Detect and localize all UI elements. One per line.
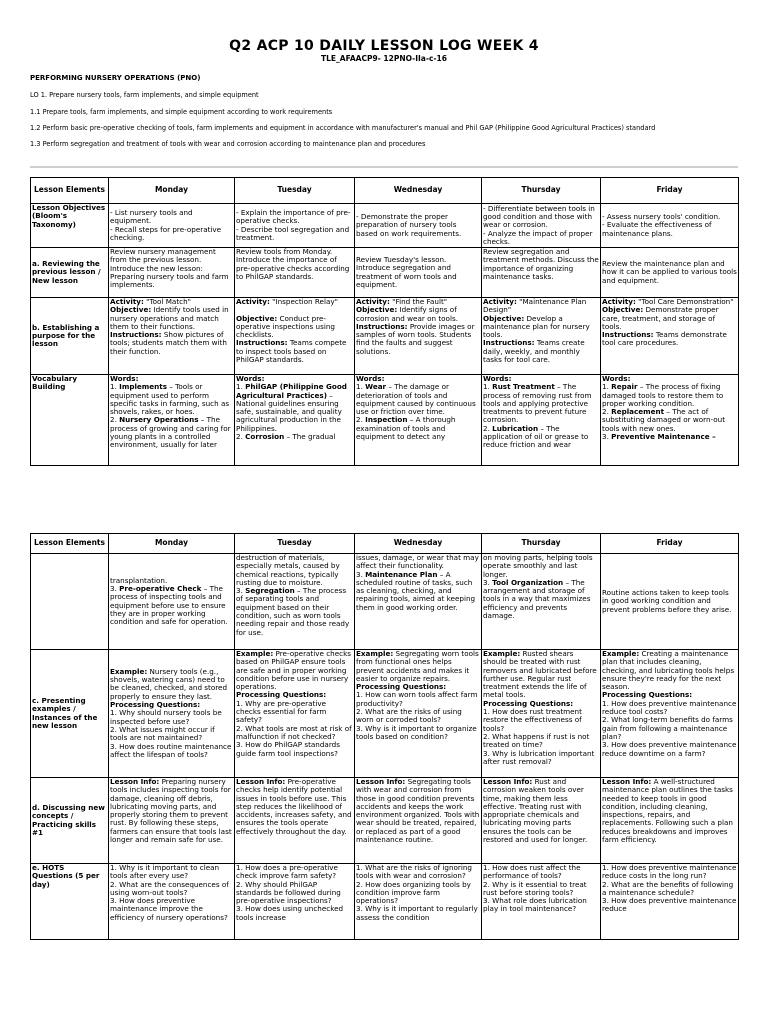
row-hots xyxy=(31,864,739,940)
learning-outcome-1-1: 1.1 Prepare tools, farm implements, and simple equipment according to work requirements xyxy=(30,108,333,116)
row-label: b. Establishing a purpose for the lesson xyxy=(31,298,109,375)
col-header-monday: Monday xyxy=(109,178,235,204)
row-label: d. Discussing new concepts / Practicing skills #1 xyxy=(31,778,109,864)
cell-objectives-tuesday: - Explain the importance of pre-operative checks. - Describe tool segregation and treatment. xyxy=(235,204,355,248)
col-header-thursday: Thursday xyxy=(482,178,601,204)
cell-vocabulary-monday: transplantation. 3. Pre-operative Check – The process of inspecting tools and equipment before use to ensure they are in proper working condition and safe for operation. xyxy=(109,554,235,650)
cell-hots-monday: 1. Why is it important to clean tools after every use? 2. What are the consequences of using worn-out tools? 3. How does preventive maintenance improve the efficiency of nursery operations? xyxy=(109,864,235,940)
cell-objectives-monday: - List nursery tools and equipment. - Recall steps for pre-operative checking. xyxy=(109,204,235,248)
cell-purpose-friday: Activity: "Tool Care Demonstration" Objective: Demonstrate proper care, treatment, and storage of tools. Instructions: Teams demonstrate tool care procedures. xyxy=(601,298,739,375)
cell-vocabulary-tuesday: destruction of materials, especially metals, caused by chemical reactions, typically rusting due to moisture. 3. Segregation – The process of separating tools and equipment based on their condition, such as worn tools needing repair and those ready for use. xyxy=(235,554,355,650)
cell-hots-friday: 1. How does preventive maintenance reduce costs in the long run? 2. What are the benefits of following a maintenance schedule? 3. How does preventive maintenance reduce xyxy=(601,864,739,940)
row-label xyxy=(31,554,109,650)
lesson-log-table-1 xyxy=(30,177,739,466)
col-header-elements: Lesson Elements xyxy=(31,178,109,204)
cell-vocabulary-monday: Words: 1. Implements – Tools or equipment used to perform specific tasks in farming, such as shovels, rakes, or hoes. 2. Nursery Operations – The process of growing and caring for young plants in a controlled environment, usually for later xyxy=(109,375,235,466)
row-vocabulary-continued xyxy=(31,554,739,650)
col-header-wednesday: Wednesday xyxy=(355,534,482,554)
subject-heading: PERFORMING NURSERY OPERATIONS (PNO) xyxy=(30,74,201,82)
cell-examples-wednesday: Example: Segregating worn tools from functional ones helps prevent accidents and makes it easier to organize repairs. Processing Questions: 1. How can worn tools affect farm productivity? 2. What are the risks of using worn or corroded tools? 3. Why is it important to organize tools based on condition? xyxy=(355,650,482,778)
cell-review-thursday: Review segregation and treatment methods. Discuss the importance of organizing maintenance tasks. xyxy=(482,248,601,298)
row-label: c. Presenting examples / Instances of the new lesson xyxy=(31,650,109,778)
cell-discussing-friday: Lesson Info: A well-structured maintenance plan outlines the tasks needed to keep tools in good condition, including cleaning, inspections, repairs, and replacements. Following such a plan reduces breakdowns and improves farm efficiency. xyxy=(601,778,739,864)
row-discussing xyxy=(31,778,739,864)
cell-vocabulary-thursday: Words: 1. Rust Treatment – The process of removing rust from tools and applying protective treatments to prevent future corrosion. 2. Lubrication – The application of oil or grease to reduce friction and wear xyxy=(482,375,601,466)
cell-purpose-thursday: Activity: "Maintenance Plan Design" Objective: Develop a maintenance plan for nursery tools. Instructions: Teams create daily, weekly, and monthly tasks for tool care. xyxy=(482,298,601,375)
row-label: e. HOTS Questions (5 per day) xyxy=(31,864,109,940)
divider xyxy=(30,166,738,168)
learning-outcome: LO 1. Prepare nursery tools, farm implements, and simple equipment xyxy=(30,91,259,99)
document-title: Q2 ACP 10 DAILY LESSON LOG WEEK 4 xyxy=(229,38,539,54)
cell-hots-tuesday: 1. How does a pre-operative check improve farm safety? 2. Why should PhilGAP standards be followed during pre-operative inspections? 3. How does using unchecked tools increase xyxy=(235,864,355,940)
cell-review-monday: Review nursery management from the previous lesson. Introduce the new lesson: Preparing nursery tools and farm implements. xyxy=(109,248,235,298)
cell-examples-monday: Example: Nursery tools (e.g., shovels, watering cans) need to be cleaned, checked, and stored properly to ensure they last. Processing Questions: 1. Why should nursery tools be inspected before use? 2. What issues might occur if tools are not maintained? 3. How does routine maintenance affect the lifespan of tools? xyxy=(109,650,235,778)
row-objectives xyxy=(31,204,739,248)
cell-discussing-tuesday: Lesson Info: Pre-operative checks help identify potential issues in tools before use. This step reduces the likelihood of accidents, increases safety, and ensures the tools operate effectively throughout the day. xyxy=(235,778,355,864)
col-header-elements: Lesson Elements xyxy=(31,534,109,554)
cell-purpose-wednesday: Activity: "Find the Fault" Objective: Identify signs of corrosion and wear on tools. Instructions: Provide images or samples of worn tools. Students find the faults and suggest solutions. xyxy=(355,298,482,375)
col-header-monday: Monday xyxy=(109,534,235,554)
learning-outcome-1-3: 1.3 Perform segregation and treatment of tools with wear and corrosion according to maintenance plan and procedures xyxy=(30,140,426,148)
cell-discussing-thursday: Lesson Info: Rust and corrosion weaken tools over time, making them less effective. Treating rust with appropriate chemicals and lubricating moving parts ensures the tools can be restored and used for longer. xyxy=(482,778,601,864)
cell-hots-thursday: 1. How does rust affect the performance of tools? 2. Why is it essential to treat rust before storing tools? 3. What role does lubrication play in tool maintenance? xyxy=(482,864,601,940)
competency-code: TLE_AFAACP9- 12PNO-IIa-c-16 xyxy=(321,54,447,63)
cell-discussing-wednesday: Lesson Info: Segregating tools with wear and corrosion from those in good condition prevents accidents and keeps the work environment organized. Tools with wear should be treated, repaired, or replaced as part of a good maintenance routine. xyxy=(355,778,482,864)
learning-outcome-1-2: 1.2 Perform basic pre-operative checking of tools, farm implements and equipment in accordance with manufacturer's manual and Phil GAP (Philippine Good Agricultural Practices) standard xyxy=(30,124,656,132)
cell-examples-friday: Example: Creating a maintenance plan that includes cleaning, checking, and lubricating tools helps ensure they're ready for the next season. Processing Questions: 1. How does preventive maintenance reduce tool costs? 2. What long-term benefits do farms gain from following a maintenance plan? 3. How does preventive maintenance reduce downtime on a farm? xyxy=(601,650,739,778)
col-header-friday: Friday xyxy=(601,534,739,554)
cell-vocabulary-tuesday: Words: 1. PhilGAP (Philippine Good Agricultural Practices) – National guidelines ensuring safe, sustainable, and quality agricultural production in the Philippines. 2. Corrosion – The gradual xyxy=(235,375,355,466)
cell-examples-tuesday: Example: Pre-operative checks based on PhilGAP ensure tools are safe and in proper working condition before use in nursery operations. Processing Questions: 1. Why are pre-operative checks essential for farm safety? 2. What tools are most at risk of malfunction if not checked? 3. How do PhilGAP standards guide farm tool inspections? xyxy=(235,650,355,778)
row-review xyxy=(31,248,739,298)
cell-vocabulary-friday: Routine actions taken to keep tools in good working condition and prevent problems before they arise. xyxy=(601,554,739,650)
row-vocabulary xyxy=(31,375,739,466)
header-row xyxy=(31,178,739,204)
col-header-tuesday: Tuesday xyxy=(235,534,355,554)
cell-hots-wednesday: 1. What are the risks of ignoring tools with wear and corrosion? 2. How does organizing tools by condition improve farm operations? 3. Why is it important to regularly assess the condition xyxy=(355,864,482,940)
cell-discussing-monday: Lesson Info: Preparing nursery tools includes inspecting tools for damage, cleaning off debris, lubricating moving parts, and properly storing them to prevent rust. By following these steps, farmers can ensure that tools last longer and remain safe for use. xyxy=(109,778,235,864)
header-row xyxy=(31,534,739,554)
col-header-wednesday: Wednesday xyxy=(355,178,482,204)
col-header-friday: Friday xyxy=(601,178,739,204)
cell-objectives-friday: - Assess nursery tools' condition. - Evaluate the effectiveness of maintenance plans. xyxy=(601,204,739,248)
cell-objectives-wednesday: - Demonstrate the proper preparation of nursery tools based on work requirements. xyxy=(355,204,482,248)
cell-vocabulary-thursday: on moving parts, helping tools operate smoothly and last longer. 3. Tool Organization – The arrangement and storage of tools in a way that maximizes efficiency and prevents damage. xyxy=(482,554,601,650)
cell-examples-thursday: Example: Rusted shears should be treated with rust removers and lubricated before further use. Regular rust treatment extends the life of metal tools. Processing Questions: 1. How does rust treatment restore the effectiveness of tools? 2. What happens if rust is not treated on time? 3. Why is lubrication important after rust removal? xyxy=(482,650,601,778)
cell-review-friday: Review the maintenance plan and how it can be applied to various tools and equipment. xyxy=(601,248,739,298)
cell-vocabulary-wednesday: Words: 1. Wear – The damage or deterioration of tools and equipment caused by continuous use or friction over time. 2. Inspection – A thorough examination of tools and equipment to detect any xyxy=(355,375,482,466)
cell-vocabulary-friday: Words: 1. Repair – The process of fixing damaged tools to restore them to proper working condition. 2. Replacement – The act of substituting damaged or worn-out tools with new ones. 3. Preventive Maintenance – xyxy=(601,375,739,466)
row-purpose xyxy=(31,298,739,375)
cell-purpose-monday: Activity: "Tool Match" Objective: Identify tools used in nursery operations and match them to their functions. Instructions: Show pictures of tools; students match them with their function. xyxy=(109,298,235,375)
row-label: Lesson Objectives (Bloom's Taxonomy) xyxy=(31,204,109,248)
row-examples xyxy=(31,650,739,778)
cell-review-tuesday: Review tools from Monday. Introduce the importance of pre-operative checks according to PhilGAP standards. xyxy=(235,248,355,298)
col-header-thursday: Thursday xyxy=(482,534,601,554)
cell-objectives-thursday: - Differentiate between tools in good condition and those with wear or corrosion. - Analyze the impact of proper checks. xyxy=(482,204,601,248)
lesson-log-table-2 xyxy=(30,533,739,940)
cell-purpose-tuesday: Activity: "Inspection Relay" Objective: Conduct pre-operative inspections using checklists. Instructions: Teams compete to inspect tools based on PhilGAP standards. xyxy=(235,298,355,375)
cell-vocabulary-wednesday: issues, damage, or wear that may affect their functionality. 3. Maintenance Plan – A scheduled routine of tasks, such as cleaning, checking, and repairing tools, aimed at keeping them in good working order. xyxy=(355,554,482,650)
row-label: Vocabulary Building xyxy=(31,375,109,466)
cell-review-wednesday: Review Tuesday's lesson. Introduce segregation and treatment of worn tools and equipment. xyxy=(355,248,482,298)
col-header-tuesday: Tuesday xyxy=(235,178,355,204)
row-label: a. Reviewing the previous lesson / New lesson xyxy=(31,248,109,298)
